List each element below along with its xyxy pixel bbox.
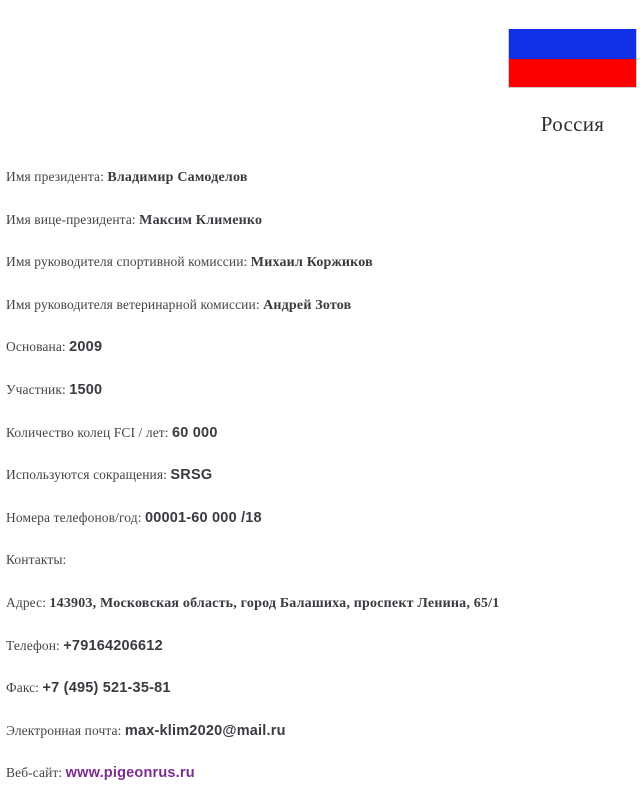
email-label: Электронная почта: xyxy=(6,722,122,738)
abbreviation-value: SRSG xyxy=(170,467,213,484)
phone-value: +79164206612 xyxy=(63,637,163,654)
info-row-email xyxy=(6,722,636,765)
flag-white-stripe xyxy=(508,0,637,29)
flag-stripes xyxy=(508,0,637,88)
sport-commission-head-name-value: Михаил Коржиков xyxy=(250,255,373,271)
info-row-veterinary-commission-head-name xyxy=(6,296,636,339)
fci-rings-count-value: 60 000 xyxy=(172,424,218,441)
members-count-value: 1500 xyxy=(69,381,103,398)
info-row-members-count xyxy=(6,381,636,424)
info-row-fax xyxy=(6,679,636,722)
phone-label: Телефон: xyxy=(6,637,60,653)
contacts-heading-label: Контакты: xyxy=(6,552,67,568)
phone-numbers-range-value: 00001-60 000 /18 xyxy=(144,509,262,526)
info-row-website xyxy=(6,764,636,807)
fci-rings-count-label: Количество колец FCI / лет: xyxy=(6,424,169,440)
info-list xyxy=(6,168,636,807)
info-row-sport-commission-head-name xyxy=(6,253,636,296)
fax-value: +7 (495) 521-35-81 xyxy=(42,680,171,697)
members-count-label: Участник: xyxy=(6,381,66,397)
info-row-president-name xyxy=(6,168,636,211)
address-value: 143903, Московская область, город Балашиха, проспект Ленина, 65/1 xyxy=(49,595,500,611)
info-row-founded-year xyxy=(6,338,636,381)
phone-numbers-range-label: Номера телефонов/год: xyxy=(6,509,142,525)
veterinary-commission-head-name-label: Имя руководителя ветеринарной комиссии: xyxy=(6,296,260,312)
vice-president-name-value: Максим Клименко xyxy=(139,212,263,228)
website-value[interactable]: www.pigeonrus.ru xyxy=(65,765,195,782)
country-title: Россия xyxy=(540,112,605,136)
abbreviation-label: Используются сокращения: xyxy=(6,467,168,483)
fax-label: Факс: xyxy=(6,680,40,696)
russia-flag xyxy=(508,0,637,88)
address-label: Адрес: xyxy=(6,594,47,610)
info-row-vice-president-name xyxy=(6,211,636,254)
info-row-abbreviation xyxy=(6,466,636,509)
vice-president-name-label: Имя вице-президента: xyxy=(6,211,136,227)
president-name-value: Владимир Самоделов xyxy=(107,170,248,185)
info-row-phone xyxy=(6,637,636,680)
website-label: Веб-сайт: xyxy=(6,765,63,781)
flag-red-stripe xyxy=(508,59,637,88)
email-value: max-klim2020@mail.ru xyxy=(124,722,286,739)
info-row-fci-rings-count xyxy=(6,424,636,467)
flag-blue-stripe xyxy=(508,29,637,58)
info-row-address xyxy=(6,594,636,637)
info-row-contacts-heading xyxy=(6,551,636,594)
founded-year-label: Основана: xyxy=(6,339,66,355)
founded-year-value: 2009 xyxy=(69,339,103,356)
sport-commission-head-name-label: Имя руководителя спортивной комиссии: xyxy=(6,254,248,270)
veterinary-commission-head-name-value: Андрей Зотов xyxy=(263,297,352,313)
president-name-label: Имя президента: xyxy=(6,169,104,184)
info-row-phone-numbers-range xyxy=(6,509,636,552)
